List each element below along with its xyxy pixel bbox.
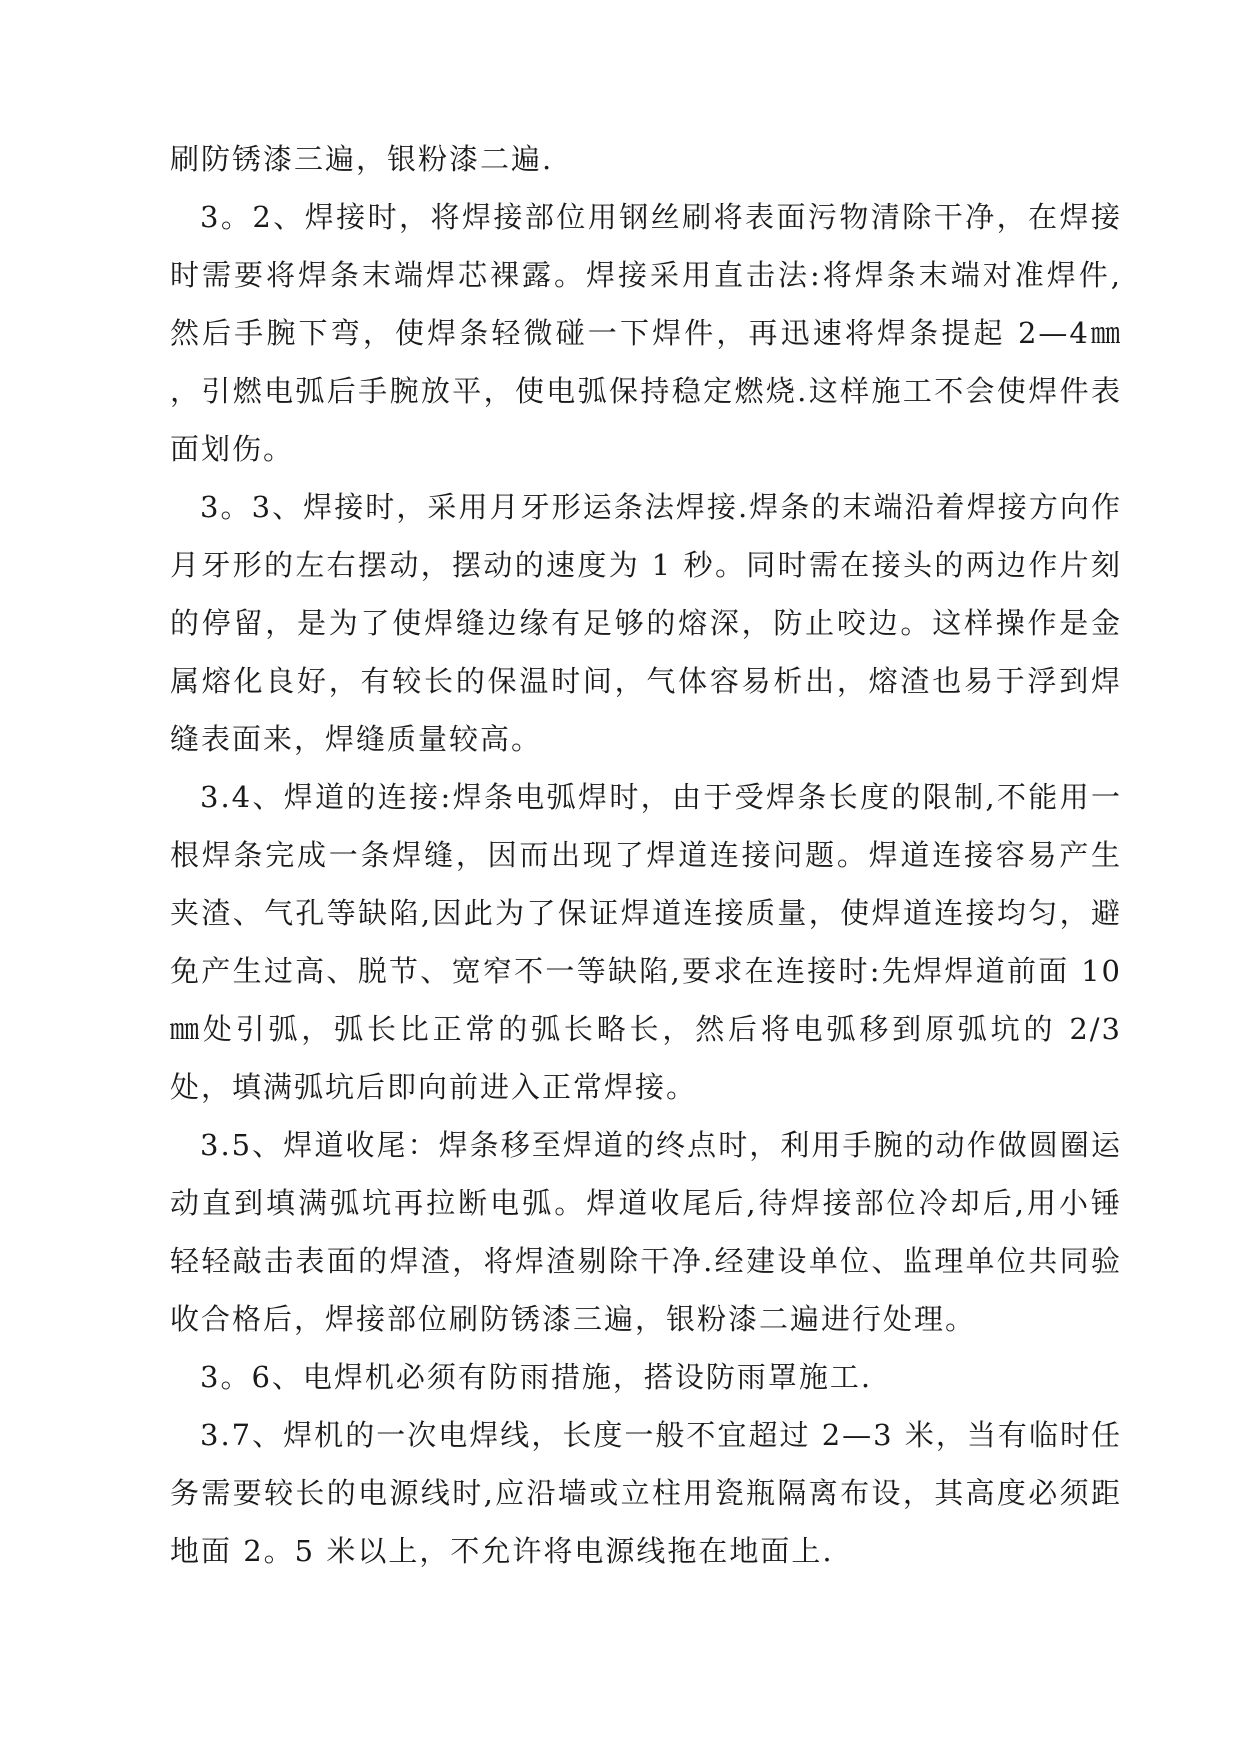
paragraph-3-3: 3。3、焊接时，采用月牙形运条法焊接.焊条的末端沿着焊接方向作月牙形的左右摆动，摆动的速度为 1 秒。同时需在接头的两边作片刻的停留，是为了使焊缝边缘有足够的熔深，防止咬边。这样操作是金属熔化良好，有较长的保温时间，气体容易析出，熔渣也易于浮到焊缝表面来，焊缝质量较高。 xyxy=(170,490,1122,756)
paragraph-3-4: 3.4、焊道的连接:焊条电弧焊时，由于受焊条长度的限制,不能用一根焊条完成一条焊缝，因而出现了焊道连接问题。焊道连接容易产生夹渣、气孔等缺陷,因此为了保证焊道连接质量，使焊道连接均匀，避免产生过高、脱节、宽窄不一等缺陷,要求在连接时:先焊焊道前面 10㎜处引弧，弧长比正常的弧长略长，然后将电弧移到原弧坑的 2/3 处，填满弧坑后即向前进入正常焊接。 xyxy=(170,780,1122,1104)
document-body xyxy=(170,130,1122,1580)
paragraph-3-6: 3。6、电焊机必须有防雨措施，搭设防雨罩施工. xyxy=(200,1360,873,1394)
paragraph-3-7: 3.7、焊机的一次电焊线，长度一般不宜超过 2—3 米，当有临时任务需要较长的电源线时,应沿墙或立柱用瓷瓶隔离布设，其高度必须距地面 2。5 米以上，不允许将电源线拖在地面上. xyxy=(170,1418,1122,1568)
paragraph-3-2: 3。2、焊接时，将焊接部位用钢丝刷将表面污物清除干净，在焊接时需要将焊条末端焊芯裸露。焊接采用直击法:将焊条末端对准焊件,然后手腕下弯，使焊条轻微碰一下焊件，再迅速将焊条提起 2—4㎜ ，引燃电弧后手腕放平，使电弧保持稳定燃烧.这样施工不会使焊件表面划伤。 xyxy=(170,200,1122,466)
paragraph-continuation: 刷防锈漆三遍，银粉漆二遍. xyxy=(170,142,554,176)
paragraph-3-5: 3.5、焊道收尾：焊条移至焊道的终点时，利用手腕的动作做圆圈运动直到填满弧坑再拉断电弧。焊道收尾后,待焊接部位冷却后,用小锤轻轻敲击表面的焊渣，将焊渣剔除干净.经建设单位、监理单位共同验收合格后，焊接部位刷防锈漆三遍，银粉漆二遍进行处理。 xyxy=(170,1128,1122,1336)
